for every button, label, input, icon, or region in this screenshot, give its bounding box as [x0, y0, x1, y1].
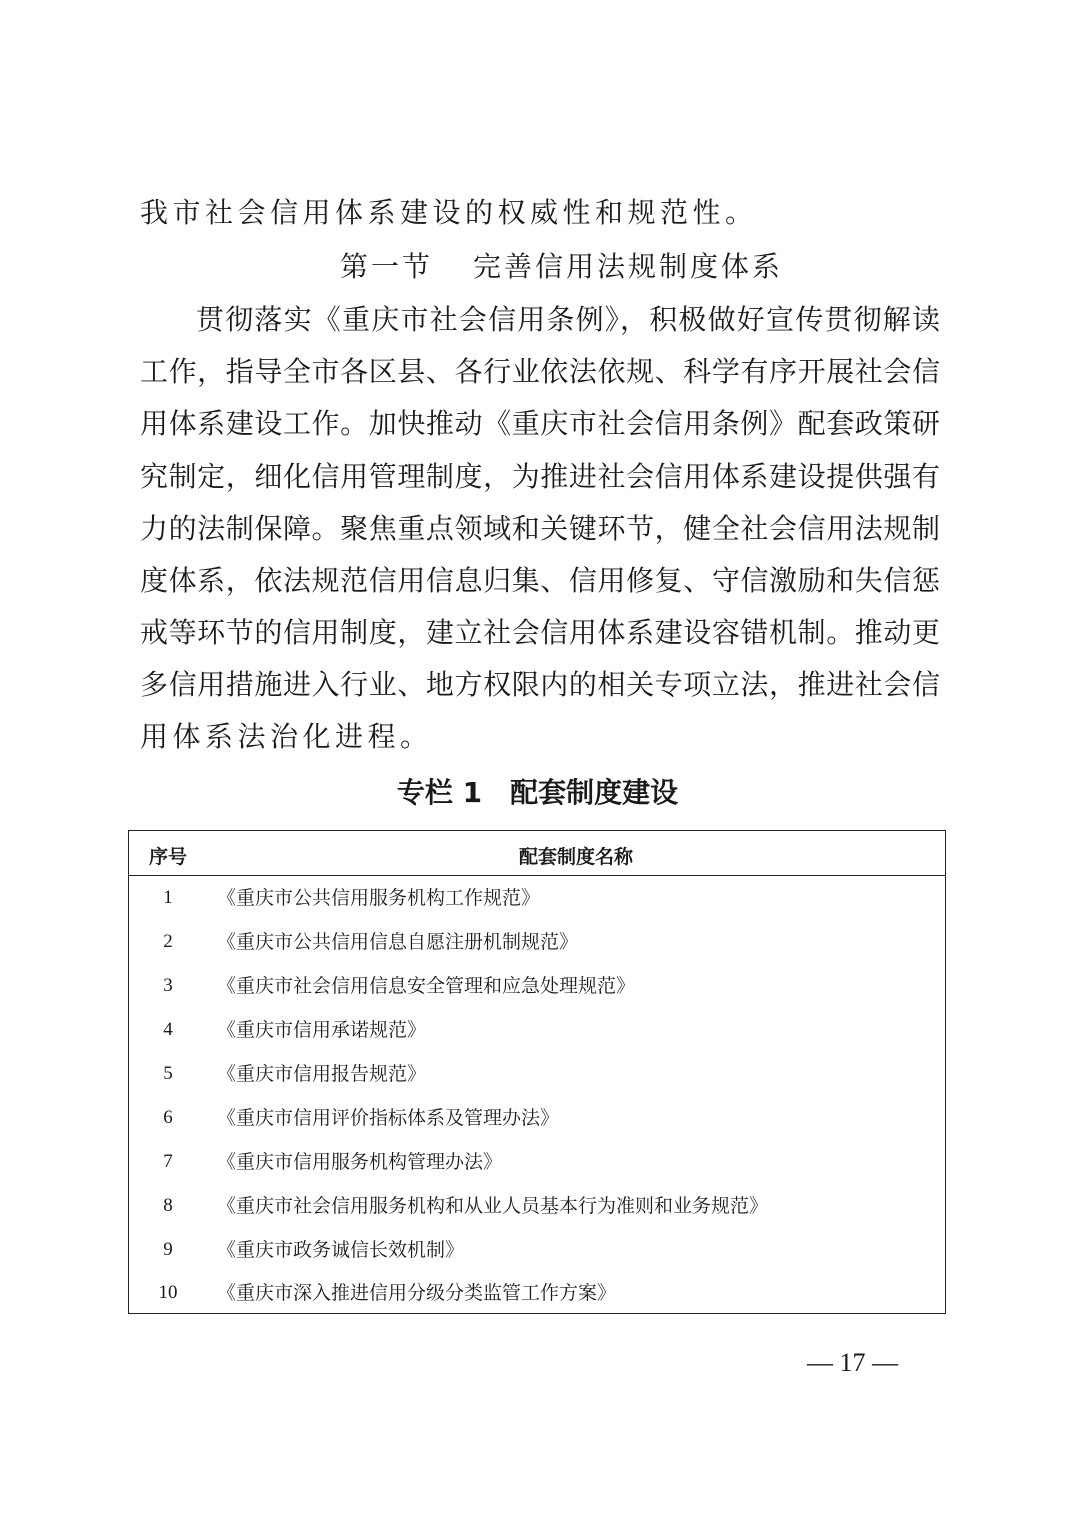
row-number: 5	[163, 1063, 173, 1084]
table-header-row	[129, 831, 945, 876]
section-title: 完善信用法规制度体系	[473, 250, 784, 283]
table-title	[0, 773, 1075, 813]
table-row	[129, 1008, 945, 1052]
table-title-text: 配套制度建设	[510, 776, 679, 809]
paragraph-line: 多信用措施进入行业、地方权限内的相关专项立法，推进社会信	[140, 668, 940, 701]
table-row	[129, 1140, 945, 1184]
opening-line: 我市社会信用体系建设的权威性和规范性。	[140, 196, 758, 229]
row-policy-name: 《重庆市信用评价指标体系及管理办法》	[217, 1107, 560, 1129]
table-row	[129, 1096, 945, 1140]
row-policy-name: 《重庆市社会信用信息安全管理和应急处理规范》	[217, 975, 636, 997]
table-row	[129, 1052, 945, 1096]
section-number: 第一节	[340, 250, 434, 283]
table-row	[129, 1271, 945, 1315]
table-title-prefix: 专栏 1	[396, 776, 483, 809]
row-policy-name: 《重庆市社会信用服务机构和从业人员基本行为准则和业务规范》	[217, 1195, 769, 1217]
paragraph-line: 用体系法治化进程。	[140, 720, 433, 753]
table-row	[129, 1184, 945, 1228]
row-number: 9	[163, 1239, 173, 1260]
policy-table	[128, 830, 946, 1314]
row-number: 10	[158, 1282, 178, 1303]
section-heading	[340, 247, 783, 287]
row-number: 3	[163, 975, 173, 996]
paragraph-line: 戒等环节的信用制度，建立社会信用体系建设容错机制。推动更	[140, 616, 940, 649]
table-row	[129, 964, 945, 1008]
row-policy-name: 《重庆市公共信用信息自愿注册机制规范》	[217, 931, 579, 953]
row-number: 1	[163, 887, 173, 908]
table-row	[129, 876, 945, 920]
paragraph-line: 力的法制保障。聚焦重点领域和关键环节，健全社会信用法规制	[140, 512, 940, 545]
paragraph-line: 工作，指导全市各区县、各行业依法依规、科学有序开展社会信	[140, 355, 940, 388]
row-policy-name: 《重庆市信用报告规范》	[217, 1063, 427, 1085]
header-serial-number: 序号	[148, 846, 187, 868]
row-number: 8	[163, 1195, 173, 1216]
row-policy-name: 《重庆市信用承诺规范》	[217, 1019, 427, 1041]
table-row	[129, 920, 945, 964]
paragraph-line: 度体系，依法规范信用信息归集、信用修复、守信激励和失信惩	[140, 564, 940, 597]
table-row	[129, 1228, 945, 1272]
row-policy-name: 《重庆市深入推进信用分级分类监管工作方案》	[217, 1282, 617, 1304]
row-policy-name: 《重庆市公共信用服务机构工作规范》	[217, 887, 541, 909]
row-policy-name: 《重庆市信用服务机构管理办法》	[217, 1151, 503, 1173]
paragraph-line: 贯彻落实《重庆市社会信用条例》，积极做好宣传贯彻解读	[196, 303, 940, 336]
header-policy-name: 配套制度名称	[518, 846, 633, 868]
paragraph-line: 究制定，细化信用管理制度，为推进社会信用体系建设提供强有	[140, 460, 940, 493]
paragraph-line: 用体系建设工作。加快推动《重庆市社会信用条例》配套政策研	[140, 407, 940, 440]
row-number: 4	[163, 1019, 173, 1040]
row-number: 6	[163, 1107, 173, 1128]
row-number: 2	[163, 931, 173, 952]
row-policy-name: 《重庆市政务诚信长效机制》	[217, 1239, 465, 1261]
page-number: — 17 —	[807, 1348, 898, 1377]
row-number: 7	[163, 1151, 173, 1172]
